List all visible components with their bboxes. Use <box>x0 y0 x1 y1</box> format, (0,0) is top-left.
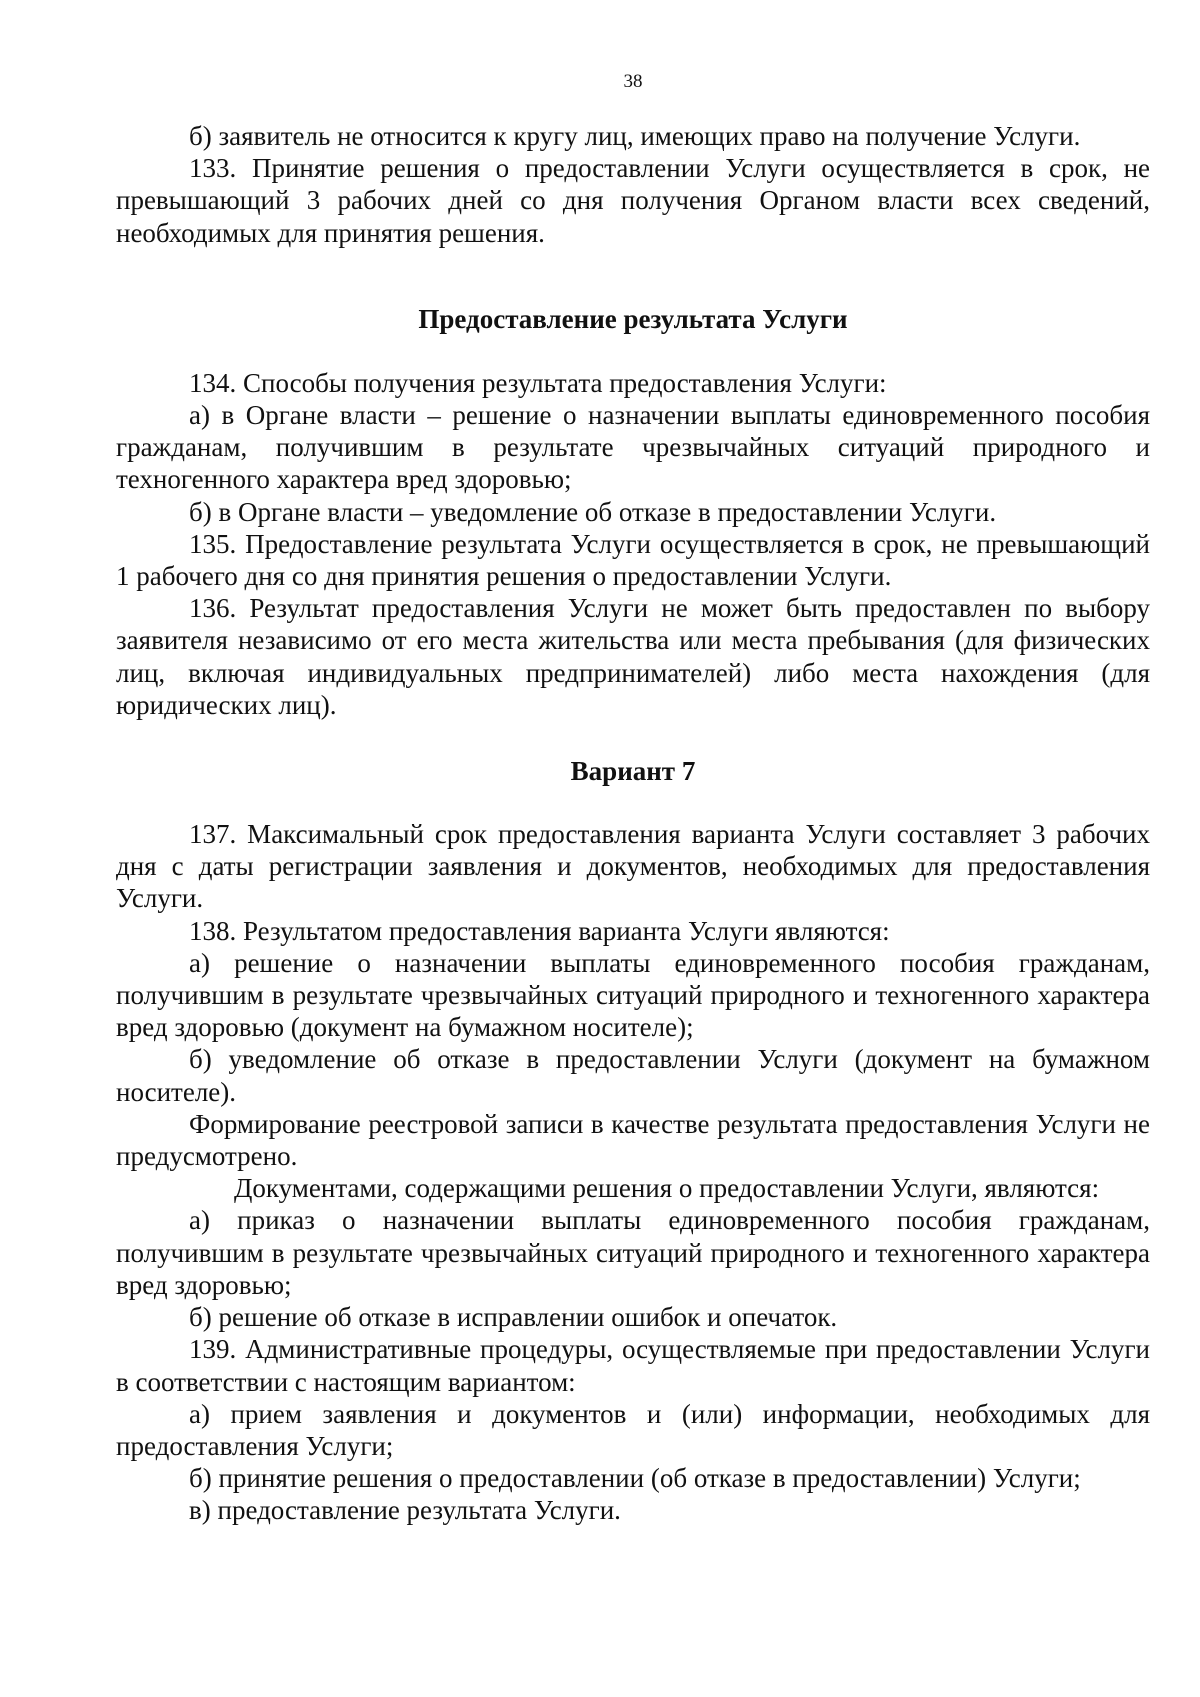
paragraph-decision-documents-a: а) приказ о назначении выплаты единовременного пособия гражданам, получившим в результате чрезвычайных ситуаций природного и техногенного характера вред здоровью; <box>116 1205 1150 1300</box>
paragraph-139-a: а) прием заявления и документов и (или) информации, необходимых для предоставления Услуги; <box>116 1398 1150 1461</box>
paragraph-138-a: а) решение о назначении выплаты единовременного пособия гражданам, получившим в результате чрезвычайных ситуаций природного и техногенного характера вред здоровью (документ на бумажном носителе); <box>116 947 1150 1043</box>
paragraph-139-c: в) предоставление результата Услуги. <box>189 1495 621 1526</box>
paragraph-registry-record: Формирование реестровой записи в качестве результата предоставления Услуги не предусмотрено. <box>116 1108 1150 1172</box>
document-body <box>116 120 1150 1527</box>
paragraph-134-b: б) в Органе власти – уведомление об отказе в предоставлении Услуги. <box>189 496 997 527</box>
paragraph-139: 139. Административные процедуры, осуществляемые при предоставлении Услуги в соответствии с настоящим вариантом: <box>116 1334 1150 1397</box>
document-page <box>116 0 1150 1697</box>
paragraph-136: 136. Результат предоставления Услуги не может быть предоставлен по выбору заявителя независимо от его места жительства или места пребывания (для физических лиц, включая индивидуальных предпринимателей) либо места нахождения (для юридических лиц). <box>116 593 1150 720</box>
paragraph-139-b: б) принятие решения о предоставлении (об отказе в предоставлении) Услуги; <box>189 1463 1081 1494</box>
paragraph-134: 134. Способы получения результата предоставления Услуги: <box>189 367 887 398</box>
paragraph-decision-documents: Документами, содержащими решения о предоставлении Услуги, являются: <box>234 1173 1100 1204</box>
paragraph-item-b-not-eligible: б) заявитель не относится к кругу лиц, имеющих право на получение Услуги. <box>189 121 1081 151</box>
paragraph-138-b: б) уведомление об отказе в предоставлении Услуги (документ на бумажном носителе). <box>116 1044 1150 1107</box>
paragraph-decision-documents-b: б) решение об отказе в исправлении ошибок и опечаток. <box>189 1302 838 1333</box>
paragraph-133: 133. Принятие решения о предоставлении Услуги осуществляется в срок, не превышающий 3 рабочих дней со дня получения Органом власти всех сведений, необходимых для принятия решения. <box>116 153 1150 248</box>
page-number: 38 <box>623 71 643 92</box>
section-heading-result: Предоставление результата Услуги <box>418 303 848 334</box>
paragraph-135: 135. Предоставление результата Услуги осуществляется в срок, не превышающий 1 рабочего дня со дня принятия решения о предоставлении Услуги. <box>116 528 1150 592</box>
section-heading-variant: Вариант 7 <box>570 756 696 787</box>
paragraph-138: 138. Результатом предоставления варианта Услуги являются: <box>189 915 890 946</box>
paragraph-137: 137. Максимальный срок предоставления варианта Услуги составляет 3 рабочих дня с даты регистрации заявления и документов, необходимых для предоставления Услуги. <box>116 819 1150 914</box>
paragraph-134-a: а) в Органе власти – решение о назначении выплаты единовременного пособия гражданам, получившим в результате чрезвычайных ситуаций природного и техногенного характера вред здоровью; <box>116 400 1150 495</box>
